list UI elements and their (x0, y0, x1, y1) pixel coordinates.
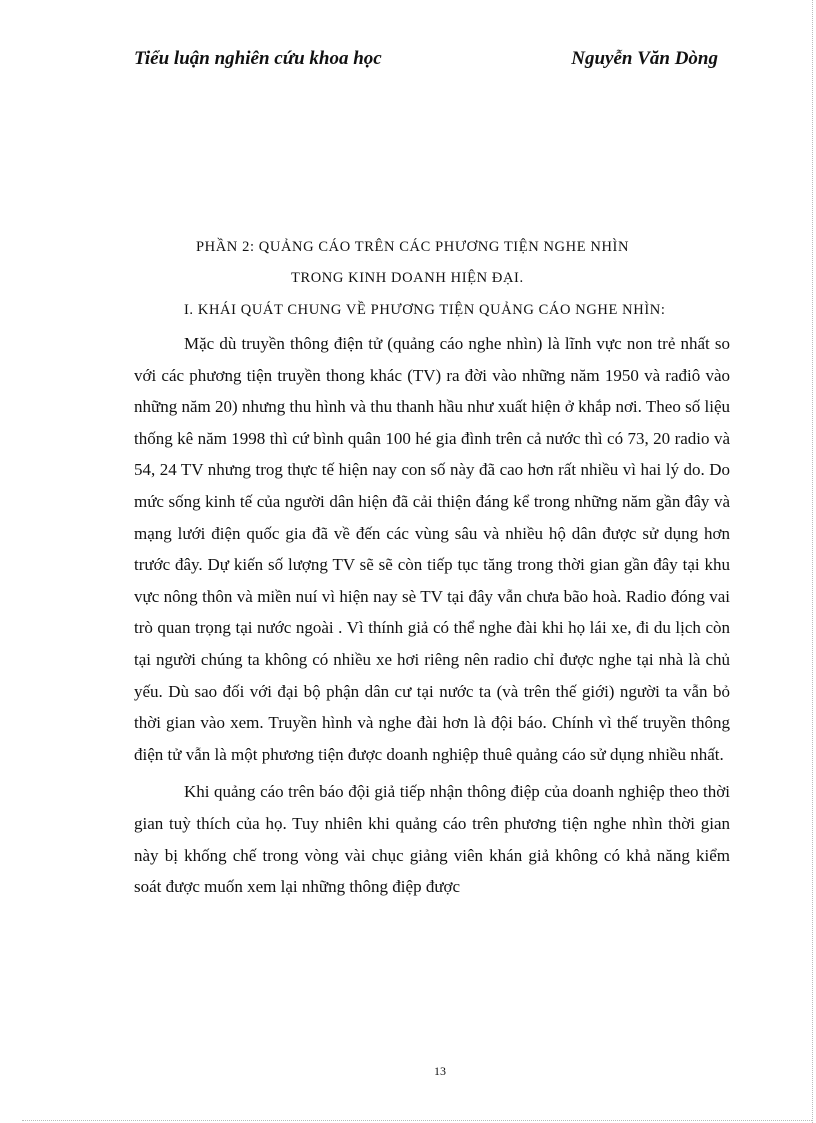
header-author-name: Nguyễn Văn Dòng (571, 48, 718, 69)
header-document-title: Tiểu luận nghiên cứu khoa học (134, 48, 382, 69)
page-header (134, 48, 718, 76)
part-title-line-2: TRONG KINH DOANH HIỆN ĐẠI. (291, 270, 524, 286)
body-text (134, 328, 730, 903)
part-title-line-1: PHẦN 2: QUẢNG CÁO TRÊN CÁC PHƯƠNG TIỆN NGHE NHÌN (196, 239, 630, 255)
paragraph: Mặc dù truyền thông điện tử (quảng cáo nghe nhìn) là lĩnh vực non trẻ nhất so với các phương tiện truyền thong khác (TV) ra đời vào những năm 1950 và rađiô vào những năm 20) nhưng thu hình và thu thanh hầu như xuất hiện ở khắp nơi. Theo số liệu thống kê năm 1998 thì cứ bình quân 100 hé gia đình trên cả nước thì có 73, 20 radio và 54, 24 TV nhưng trog thực tế hiện nay con số này đã cao hơn rất nhiều vì hai lý do. Do mức sống kinh tế của người dân hiện đã cải thiện đáng kể trong những năm gần đây và mạng lưới điện quốc gia đã về đến các vùng sâu và nhiều hộ dân được sử dụng hơn trước đây. Dự kiến số lượng TV sẽ sẽ còn tiếp tục tăng trong thời gian gần đây tại khu vực nông thôn và miền nuí vì hiện nay sè TV tại đây vẫn chưa bão hoà. Radio đóng vai trò quan trọng tại nước ngoài . Vì thính giả có thể nghe đài khi họ lái xe, đi du lịch còn tại người chúng ta không có nhiều xe hơi riêng nên radio chỉ được nghe tại nhà là chủ yếu. Dù sao đối với đại bộ phận dân cư tại nước ta (và trên thế giới) người ta vẫn bỏ thời gian vào xem. Truyền hình và nghe đài hơn là đội báo. Chính vì thế truyền thông điện tử vẫn là một phương tiện được doanh nghiệp thuê quảng cáo sử dụng nhiều nhất. (134, 334, 730, 764)
paragraph: Khi quảng cáo trên báo đội giả tiếp nhận thông điệp của doanh nghiệp theo thời gian tuỳ thích của họ. Tuy nhiên khi quảng cáo trên phương tiện nghe nhìn thời gian này bị khống chế trong vòng vài chục giảng viên khán giả không có khả năng kiểm soát được muốn xem lại những thông điệp được (134, 782, 730, 897)
bottom-page-border (22, 1120, 812, 1121)
page-number: 13 (434, 1064, 446, 1078)
section-title: I. KHÁI QUÁT CHUNG VỀ PHƯƠNG TIỆN QUẢNG CÁO NGHE NHÌN: (184, 302, 666, 318)
right-page-border (812, 0, 813, 1123)
